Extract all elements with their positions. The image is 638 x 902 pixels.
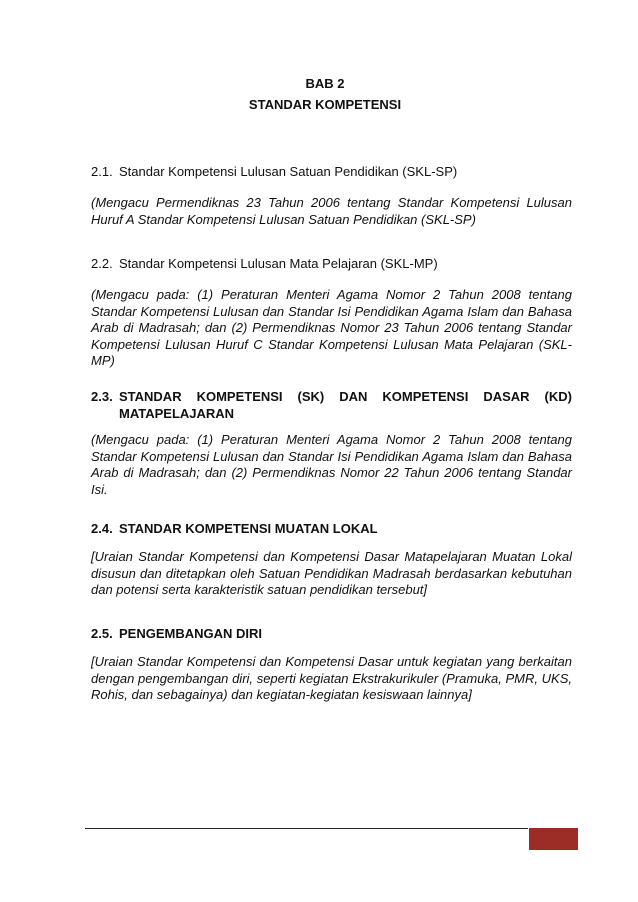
section-2-1-title: Standar Kompetensi Lulusan Satuan Pendidikan (SKL-SP) (119, 164, 458, 179)
section-2-5-body: [Uraian Standar Kompetensi dan Kompetensi Dasar untuk kegiatan yang berkaitan dengan pengembangan diri, seperti kegiatan Ekstrakurikuler (Pramuka, PMR, UKS, Rohis, dan sebagainya) dan kegiatan-kegiatan kesiswaan lainnya] (91, 654, 572, 702)
section-2-4-body: [Uraian Standar Kompetensi dan Kompetensi Dasar Matapelajaran Muatan Lokal disusun dan ditetapkan oleh Satuan Pendidikan Madrasah berdasarkan kebutuhan dan potensi serta karakteristik satuan pendidikan tersebut] (91, 549, 572, 597)
section-2-5-heading (91, 626, 572, 643)
chapter-title: STANDAR KOMPETENSI (248, 97, 402, 112)
section-2-3-number: 2.3. (91, 389, 113, 404)
section-2-4-heading (91, 521, 572, 538)
section-2-4-number: 2.4. (91, 521, 113, 536)
section-2-3-title: STANDAR KOMPETENSI (SK) DAN KOMPETENSI DASAR (KD) MATAPELAJARAN (119, 389, 572, 421)
section-2-2-body: (Mengacu pada: (1) Peraturan Menteri Agama Nomor 2 Tahun 2008 tentang Standar Kompetensi Lulusan dan Standar Isi Pendidikan Agama Islam dan Bahasa Arab di Madrasah; dan (2) Permendiknas Nomor 23 Tahun 2006 tentang Standar Kompetensi Lulusan Huruf C Standar Kompetensi Lulusan Mata Pelajaran (SKL-MP) (91, 287, 572, 368)
section-2-2-number: 2.2. (91, 256, 113, 271)
section-2-2-title: Standar Kompetensi Lulusan Mata Pelajaran (SKL-MP) (119, 256, 438, 271)
section-2-1-number: 2.1. (91, 164, 113, 179)
section-2-2-heading (91, 256, 572, 273)
footer-rule (85, 828, 528, 829)
section-2-3-body: (Mengacu pada: (1) Peraturan Menteri Agama Nomor 2 Tahun 2008 tentang Standar Kompetensi Lulusan dan Standar Isi Pendidikan Agama Islam dan Bahasa Arab di Madrasah; dan (2) Permendiknas Nomor 22 Tahun 2006 tentang Standar Isi. (91, 432, 572, 497)
footer-accent-box (529, 828, 578, 850)
section-2-5-number: 2.5. (91, 626, 113, 641)
section-2-1-heading (91, 164, 572, 181)
section-2-5-title: PENGEMBANGAN DIRI (119, 626, 263, 641)
section-2-4-title: STANDAR KOMPETENSI MUATAN LOKAL (119, 521, 378, 536)
section-2-1-body: (Mengacu Permendiknas 23 Tahun 2006 tentang Standar Kompetensi Lulusan Huruf A Standar Kompetensi Lulusan Satuan Pendidikan (SKL-SP) (91, 195, 572, 227)
chapter-label: BAB 2 (305, 76, 345, 91)
section-2-3-heading (91, 388, 572, 422)
